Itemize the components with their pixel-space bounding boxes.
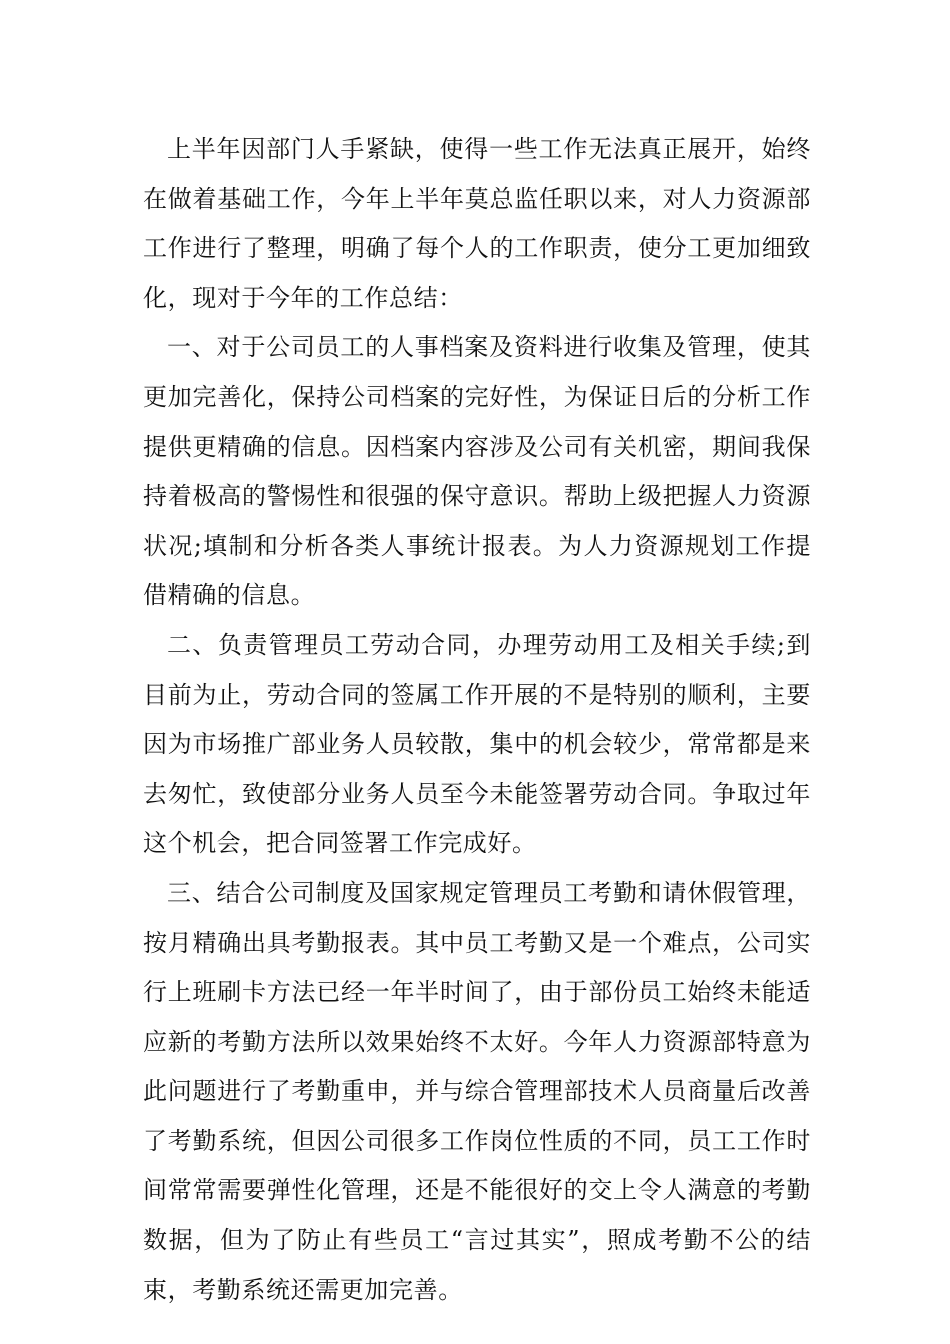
paragraph-item-2: 二、负责管理员工劳动合同，办理劳动用工及相关手续;到目前为止，劳动合同的签属工作开展的不是特别的顺利，主要因为市场推广部业务人员较散，集中的机会较少，常常都是来去匆忙，致使部分业务人员至今未能签署劳动合同。争取过年这个机会，把合同签署工作完成好。 [143,630,811,858]
document-body [143,125,811,1315]
paragraph-item-3: 三、结合公司制度及国家规定管理员工考勤和请休假管理，按月精确出具考勤报表。其中员工考勤又是一个难点，公司实行上班刷卡方法已经一年半时间了，由于部份员工始终未能适应新的考勤方法所以效果始终不太好。今年人力资源部特意为此问题进行了考勤重申，并与综合管理部技术人员商量后改善了考勤系统，但因公司很多工作岗位性质的不同，员工工作时间常常需要弹性化管理，还是不能很好的交上令人满意的考勤数据，但为了防止有些员工“言过其实”，照成考勤不公的结束，考勤系统还需更加完善。 [143,878,811,1304]
paragraph-item-1: 一、对于公司员工的人事档案及资料进行收集及管理，使其更加完善化，保持公司档案的完好性，为保证日后的分析工作提供更精确的信息。因档案内容涉及公司有关机密，期间我保持着极高的警惕性和很强的保守意识。帮助上级把握人力资源状况;填制和分析各类人事统计报表。为人力资源规划工作提借精确的信息。 [143,333,811,610]
paragraph-intro: 上半年因部门人手紧缺，使得一些工作无法真正展开，始终在做着基础工作，今年上半年莫总监任职以来，对人力资源部工作进行了整理，明确了每个人的工作职责，使分工更加细致化，现对于今年的工作总结： [143,135,811,312]
